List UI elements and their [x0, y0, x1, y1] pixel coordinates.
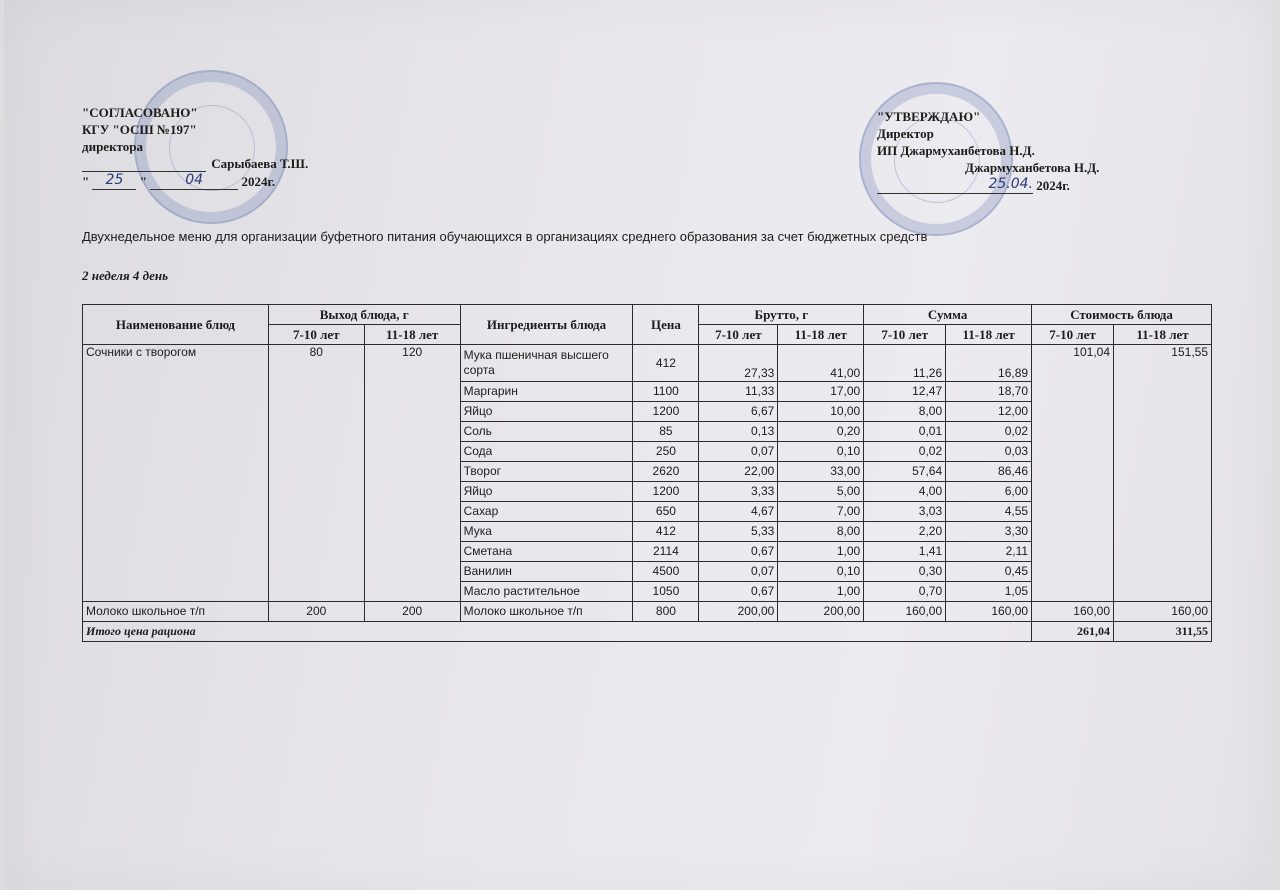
sum-cell: 0,03	[946, 442, 1032, 462]
gross-cell: 33,00	[778, 462, 864, 482]
price-cell: 412	[633, 522, 699, 542]
header-age: 11-18 лет	[364, 325, 460, 345]
approval-left-org: КГУ "ОСШ №197"	[82, 122, 197, 137]
gross-cell: 1,00	[778, 582, 864, 602]
sum-cell: 1,05	[946, 582, 1032, 602]
week-day-label: 2 неделя 4 день	[82, 268, 169, 283]
ingredient-cell: Сахар	[460, 502, 633, 522]
date-quote-close: "	[139, 174, 147, 189]
gross-cell: 41,00	[778, 345, 864, 382]
ingredient-cell: Молоко школьное т/п	[460, 602, 633, 622]
yield-cell: 200	[364, 602, 460, 622]
header-price: Цена	[633, 305, 699, 345]
ingredient-cell: Масло растительное	[460, 582, 633, 602]
header-age: 7-10 лет	[864, 325, 946, 345]
sum-cell: 160,00	[946, 602, 1032, 622]
price-cell: 412	[633, 345, 699, 382]
gross-cell: 0,67	[699, 582, 778, 602]
dish-cost-cell: 101,04	[1032, 345, 1114, 602]
header-age: 7-10 лет	[699, 325, 778, 345]
approval-right-name: Джармуханбетова Н.Д.	[965, 160, 1100, 175]
ingredient-cell: Яйцо	[460, 482, 633, 502]
dish-cost-cell: 160,00	[1032, 602, 1114, 622]
total-row	[83, 622, 1212, 642]
gross-cell: 11,33	[699, 382, 778, 402]
ingredient-cell: Маргарин	[460, 382, 633, 402]
header-yield: Выход блюда, г	[268, 305, 460, 325]
sum-cell: 160,00	[864, 602, 946, 622]
price-cell: 1200	[633, 402, 699, 422]
sum-cell: 12,00	[946, 402, 1032, 422]
price-cell: 1200	[633, 482, 699, 502]
table-row	[83, 602, 1212, 622]
gross-cell: 6,67	[699, 402, 778, 422]
sum-cell: 0,02	[864, 442, 946, 462]
approval-left-name: Сарыбаева Т.Ш.	[211, 156, 309, 171]
gross-cell: 5,33	[699, 522, 778, 542]
document-title: Двухнедельное меню для организации буфетного питания обучающихся в организациях среднего образования за счет бюджетных средств	[82, 229, 928, 244]
header-age: 7-10 лет	[1032, 325, 1114, 345]
date-year: 2024г.	[241, 174, 276, 189]
price-cell: 1050	[633, 582, 699, 602]
gross-cell: 0,20	[778, 422, 864, 442]
price-cell: 4500	[633, 562, 699, 582]
yield-cell: 120	[364, 345, 460, 602]
sum-cell: 0,70	[864, 582, 946, 602]
dish-cost-cell: 151,55	[1114, 345, 1212, 602]
total-cost-7-10: 261,04	[1032, 622, 1114, 642]
sum-cell: 16,89	[946, 345, 1032, 382]
gross-cell: 10,00	[778, 402, 864, 422]
header-gross: Брутто, г	[699, 305, 864, 325]
header-age: 11-18 лет	[778, 325, 864, 345]
gross-cell: 5,00	[778, 482, 864, 502]
price-cell: 85	[633, 422, 699, 442]
sum-cell: 86,46	[946, 462, 1032, 482]
price-cell: 1100	[633, 382, 699, 402]
total-cost-11-18: 311,55	[1114, 622, 1212, 642]
approval-left-date-row	[82, 172, 442, 190]
header-age: 11-18 лет	[946, 325, 1032, 345]
approval-left-block	[82, 104, 442, 190]
header-dish-name: Наименование блюд	[83, 305, 269, 345]
sum-cell: 0,01	[864, 422, 946, 442]
approval-right-heading: "УТВЕРЖДАЮ"	[877, 109, 981, 124]
sum-cell: 8,00	[864, 402, 946, 422]
sum-cell: 0,30	[864, 562, 946, 582]
gross-cell: 0,07	[699, 562, 778, 582]
sum-cell: 57,64	[864, 462, 946, 482]
date-handwritten: 25.04.	[877, 176, 1033, 194]
gross-cell: 4,67	[699, 502, 778, 522]
approval-right-block	[877, 108, 1207, 194]
date-month: 04	[150, 172, 238, 190]
gross-cell: 27,33	[699, 345, 778, 382]
ingredient-cell: Мука	[460, 522, 633, 542]
gross-cell: 1,00	[778, 542, 864, 562]
sum-cell: 0,02	[946, 422, 1032, 442]
gross-cell: 0,10	[778, 442, 864, 462]
sum-cell: 18,70	[946, 382, 1032, 402]
price-cell: 2114	[633, 542, 699, 562]
gross-cell: 8,00	[778, 522, 864, 542]
table-row	[83, 345, 1212, 382]
price-cell: 800	[633, 602, 699, 622]
sum-cell: 2,20	[864, 522, 946, 542]
approval-left-position: директора	[82, 139, 144, 154]
yield-cell: 200	[268, 602, 364, 622]
sum-cell: 12,47	[864, 382, 946, 402]
gross-cell: 7,00	[778, 502, 864, 522]
price-cell: 650	[633, 502, 699, 522]
ingredient-cell: Соль	[460, 422, 633, 442]
header-age: 7-10 лет	[268, 325, 364, 345]
ingredient-cell: Ванилин	[460, 562, 633, 582]
document-sheet	[4, 0, 1272, 890]
gross-cell: 17,00	[778, 382, 864, 402]
ingredient-cell: Мука пшеничная высшего сорта	[460, 345, 633, 382]
sum-cell: 3,03	[864, 502, 946, 522]
ingredient-cell: Сметана	[460, 542, 633, 562]
approval-right-org: ИП Джармуханбетова Н.Д.	[877, 143, 1035, 158]
price-cell: 2620	[633, 462, 699, 482]
ingredient-cell: Творог	[460, 462, 633, 482]
gross-cell: 200,00	[699, 602, 778, 622]
approval-right-date-row	[877, 176, 1207, 194]
total-label: Итого цена рациона	[83, 622, 1032, 642]
gross-cell: 3,33	[699, 482, 778, 502]
sum-cell: 0,45	[946, 562, 1032, 582]
dish-name-cell: Сочники с творогом	[83, 345, 269, 602]
sum-cell: 3,30	[946, 522, 1032, 542]
date-quote: "	[82, 174, 90, 189]
gross-cell: 200,00	[778, 602, 864, 622]
header-dish-cost: Стоимость блюда	[1032, 305, 1212, 325]
date-day: 25	[92, 172, 136, 190]
sum-cell: 11,26	[864, 345, 946, 382]
ingredient-cell: Яйцо	[460, 402, 633, 422]
ingredient-cell: Сода	[460, 442, 633, 462]
price-cell: 250	[633, 442, 699, 462]
sum-cell: 6,00	[946, 482, 1032, 502]
gross-cell: 0,10	[778, 562, 864, 582]
gross-cell: 0,67	[699, 542, 778, 562]
gross-cell: 0,13	[699, 422, 778, 442]
header-age: 11-18 лет	[1114, 325, 1212, 345]
header-ingredients: Ингредиенты блюда	[460, 305, 633, 345]
menu-table	[82, 304, 1212, 642]
sum-cell: 4,55	[946, 502, 1032, 522]
approval-left-heading: "СОГЛАСОВАНО"	[82, 105, 198, 120]
gross-cell: 0,07	[699, 442, 778, 462]
header-row-1	[83, 305, 1212, 325]
gross-cell: 22,00	[699, 462, 778, 482]
yield-cell: 80	[268, 345, 364, 602]
header-sum: Сумма	[864, 305, 1032, 325]
sum-cell: 4,00	[864, 482, 946, 502]
date-year: 2024г.	[1036, 178, 1070, 193]
sum-cell: 2,11	[946, 542, 1032, 562]
dish-name-cell: Молоко школьное т/п	[83, 602, 269, 622]
dish-cost-cell: 160,00	[1114, 602, 1212, 622]
approval-left-signature-row	[82, 155, 442, 172]
approval-right-position: Директор	[877, 126, 934, 141]
sum-cell: 1,41	[864, 542, 946, 562]
